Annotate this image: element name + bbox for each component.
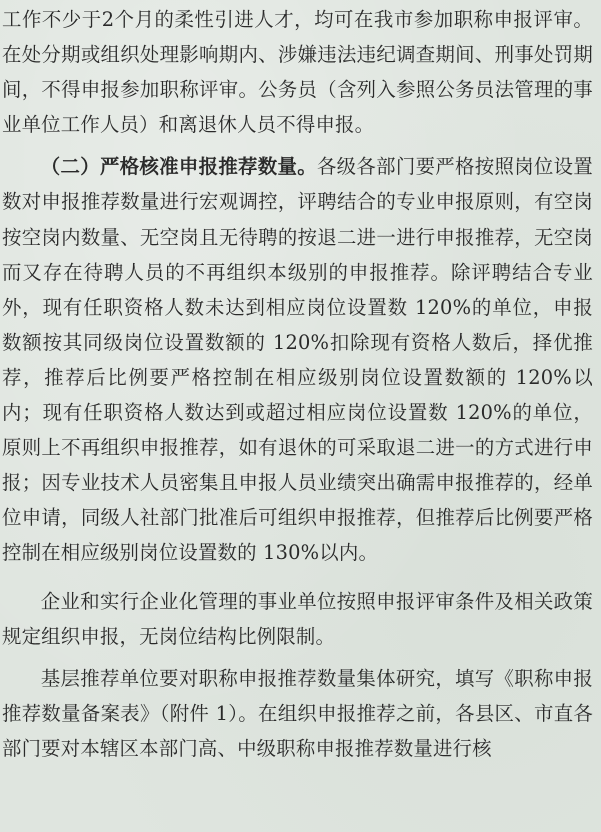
paragraph-section-2 <box>2 149 593 570</box>
paragraph-grassroots: 基层推荐单位要对职称申报推荐数量集体研究，填写《职称申报推荐数量备案表》（附件 1）。在组织申报推荐之前，各县区、市直各部门要对本辖区本部门高、中级职称申报推荐数量进行核 <box>2 666 593 760</box>
paragraph-enterprise: 企业和实行企业化管理的事业单位按照申报评审条件及相关政策规定组织申报，无岗位结构比例限制。 <box>2 589 593 648</box>
section-2-heading: （二）严格核准申报推荐数量。 <box>40 155 317 179</box>
section-2-body: 各级各部门要严格按照岗位设置数对申报推荐数量进行宏观调控，评聘结合的专业申报原则，有空岗按空岗内数量、无空岗且无待聘的按退二进一进行申报推荐，无空岗而又存在待聘人员的不再组织本级别的申报推荐。除评聘结合专业外，现有任职资格人数未达到相应岗位设置数 120%的单位，申报数额按其同级岗位设置数额的 120%扣除现有资格人数后，择优推荐，推荐后比例要严格控制在相应级别岗位设置数额的 120%以内；现有任职资格人数达到或超过相应岗位设置数 120%的单位，原则上不再组织申报推荐，如有退休的可采取退二进一的方式进行申报；因专业技术人员密集且申报人员业绩突出确需申报推荐的，经单位申请，同级人社部门批准后可组织申报推荐，但推荐后比例要严格控制在相应级别岗位设置数的 130%以内。 <box>2 155 593 565</box>
paragraph-eligibility: 工作不少于2个月的柔性引进人才，均可在我市参加职称申报评审。在处分期或组织处理影响期内、涉嫌违法违纪调查期间、刑事处罚期间，不得申报参加职称评审。公务员（含列入参照公务员法管理的事业单位工作人员）和离退休人员不得申报。 <box>2 8 593 137</box>
